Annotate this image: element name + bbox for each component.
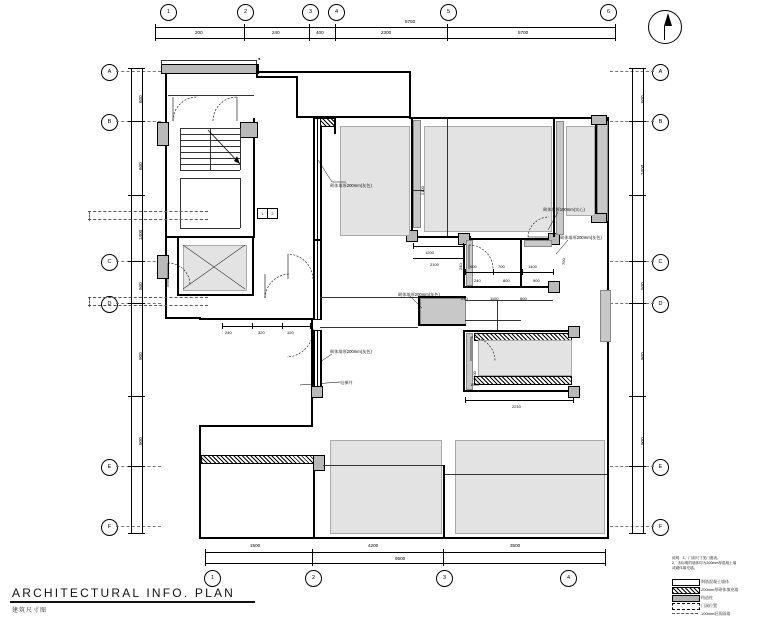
grid-bubble-bottom-2: 2 [305, 570, 322, 587]
legend-row [672, 594, 756, 602]
interior-dim-line-2 [413, 246, 465, 247]
room-fill-lower-left [330, 440, 442, 534]
wall-step-left [165, 317, 201, 319]
legend-label-2: 构造柱 [701, 594, 713, 600]
leader-line-5 [320, 352, 342, 368]
dim-line-top-outer [155, 27, 615, 28]
stair-edge-left [180, 128, 181, 170]
dim-line-left-outer [131, 68, 132, 533]
wall-elev-right [252, 238, 254, 296]
legend-swatch-concrete-wall [672, 579, 700, 586]
interior-dim-4: 1200 [425, 250, 434, 255]
dim-right-3: 500 [640, 282, 645, 290]
aux-grid-2 [88, 219, 208, 220]
wall-exterior-bottom [199, 537, 609, 539]
entry-marker: ● [258, 56, 261, 61]
dim-tick [443, 549, 444, 566]
aux-grid-5 [89, 211, 90, 221]
aux-grid-6 [89, 297, 90, 307]
dim-right-4: 900 [640, 352, 645, 360]
dim-tick [155, 24, 156, 41]
grid-line-bottom-3 [0, 400, 760, 435]
lobby-line [168, 95, 254, 96]
interior-dim-13: 1100 [490, 296, 499, 301]
page-title: ARCHITECTURAL INFO. PLAN [12, 586, 236, 600]
interior-dim-10: 800 [503, 278, 510, 283]
dim-line-right-inner [643, 68, 644, 533]
interior-dim-9: 240 [474, 278, 481, 283]
dim-bottom-total: 9500 [395, 556, 406, 561]
interior-dim-1: 240 [225, 330, 232, 335]
stair-landing-r [240, 178, 241, 228]
dim-tick [244, 24, 245, 41]
legend-row [672, 578, 756, 586]
dim-left-6: 900 [138, 437, 143, 445]
wall-mid-left-b [418, 324, 466, 326]
wall-exterior-step-1 [409, 71, 411, 118]
wall-lower-thin-2 [445, 474, 607, 475]
corridor-line-4 [497, 300, 498, 330]
title-underline [10, 601, 255, 603]
corridor-line-3 [447, 118, 448, 236]
room-fill-upper-1 [340, 126, 410, 236]
note-line-3: 或砌体填充墙。 [672, 566, 698, 571]
grid-bubble-right-e: E [652, 459, 669, 476]
page-title-cn: 建筑尺寸图 [12, 608, 48, 614]
wall-bath-bottom [463, 286, 553, 288]
grid-line-left-f [116, 526, 161, 527]
interior-dim-line-3 [413, 258, 465, 259]
dim-tick [252, 323, 253, 329]
dim-tick [629, 68, 646, 69]
note-line-2: 2、未标明的墙体均为200mm厚混凝土墙 [672, 561, 737, 566]
dim-tick [128, 121, 145, 122]
wall-hatched-lower-left [201, 455, 315, 464]
column-right-1 [591, 115, 607, 125]
dim-tick [629, 396, 646, 397]
north-arrow-icon [648, 10, 682, 44]
dim-tick [128, 261, 145, 262]
door-swing-icon [470, 336, 496, 362]
interior-dim-17: 2100 [472, 371, 477, 380]
section-mark-2: 2 [267, 208, 278, 219]
drawing-notes [672, 556, 758, 572]
dim-line-top-inner [155, 38, 615, 39]
column-bath-3 [548, 281, 560, 293]
annotation-wall-1: 砌体墙厚200mm(灰色) [330, 183, 372, 188]
dim-line-bottom-outer [205, 563, 605, 564]
grid-bubble-left-b: B [101, 114, 118, 131]
column-mid-2 [568, 386, 580, 398]
wall-bath-right [520, 238, 522, 288]
grid-bubble-top-5: 5 [440, 4, 457, 21]
grid-bubble-top-6: 6 [600, 4, 617, 21]
dim-tick [128, 396, 145, 397]
dim-tick [447, 24, 448, 41]
grid-line-bottom-1 [0, 330, 760, 365]
dim-tick [282, 323, 283, 329]
dim-tick [310, 323, 311, 329]
interior-dim-5: 2100 [430, 262, 439, 267]
dim-top-4: 2300 [381, 30, 392, 35]
stair-landing-bottom [180, 228, 240, 229]
grid-bubble-left-f: F [101, 519, 118, 536]
interior-dim-2: 320 [258, 330, 265, 335]
annotation-wall-5: 砌体墙厚200mm(灰色) [330, 349, 372, 354]
entry-edge-l [161, 60, 162, 65]
interior-dim-6: 900 [470, 264, 477, 269]
dim-right-2: 1400 [640, 164, 645, 175]
dim-top-1: 200 [195, 30, 203, 35]
door-swing-icon [167, 262, 191, 292]
dim-tick [629, 261, 646, 262]
interior-dim-16: 2210 [512, 404, 521, 409]
dim-tick [309, 24, 310, 41]
wall-right-grey-2 [600, 290, 611, 342]
elevator-cross-icon [183, 245, 246, 290]
wall-right-inner-grey [597, 121, 608, 221]
grid-bubble-right-d: D [652, 296, 669, 313]
dim-tick [493, 269, 494, 275]
dim-top-2: 240 [272, 30, 280, 35]
interior-dim-20: 700 [561, 258, 566, 265]
grid-bubble-bottom-3: 3 [436, 570, 453, 587]
interior-dim-19: 2100 [420, 186, 425, 195]
grid-bubble-top-3: 3 [302, 4, 319, 21]
dim-tick [463, 243, 464, 249]
grid-bubble-bottom-1: 1 [204, 570, 221, 587]
annotation-wall-3: 砌体墙厚200mm(灰色) [560, 235, 602, 240]
dim-right-1: 600 [640, 95, 645, 103]
interior-dim-15: 1500 [470, 382, 479, 387]
interior-dim-3: 120 [287, 330, 294, 335]
annotation-elevator: 电梯井 [340, 380, 353, 385]
interior-dim-line-5 [465, 400, 573, 401]
dim-tick [335, 24, 336, 41]
dim-left-4: 500 [138, 282, 143, 290]
dim-tick [629, 121, 646, 122]
leader-line-2 [536, 212, 562, 234]
dim-top-3: 400 [316, 30, 324, 35]
dim-tick [629, 466, 646, 467]
aux-grid-1 [88, 211, 208, 212]
annotation-wall-4: 砌体墙厚200mm(灰色) [398, 292, 440, 297]
dim-tick [205, 549, 206, 566]
entry-edge [161, 60, 257, 61]
dim-top-total: 5750 [405, 19, 416, 24]
door-swing-icon [212, 96, 242, 122]
wall-lower-thin [323, 465, 445, 466]
grid-bubble-right-c: C [652, 254, 669, 271]
dim-tick [413, 243, 414, 249]
wall-entry-bottom [256, 76, 298, 78]
interior-dim-7: 700 [498, 264, 505, 269]
legend-swatch-door-opening [672, 603, 700, 610]
annotation-wall-2: 砌体墙厚100mm(实心) [543, 207, 585, 212]
dim-tick [605, 549, 606, 566]
wall-lower-left-part [313, 460, 315, 538]
legend-swatch-light-partition [672, 613, 698, 614]
wall-corridor-stub [334, 118, 336, 134]
wall-mid-room-top [463, 330, 573, 332]
dim-tick [465, 269, 466, 275]
corridor-line-5 [465, 300, 553, 301]
grid-bubble-right-f: F [652, 519, 669, 536]
dim-bottom-1: 1500 [250, 543, 261, 548]
dim-tick [522, 269, 523, 275]
aux-grid-3 [88, 297, 208, 298]
legend-label-3: 门洞位置 [701, 602, 717, 608]
stair-landing-l [180, 178, 181, 228]
interior-dim-11: 900 [533, 278, 540, 283]
wall-step-bottom-left [199, 425, 313, 427]
dim-left-1: 600 [138, 95, 143, 103]
grid-bubble-left-e: E [101, 459, 118, 476]
room-fill-lower-right [455, 440, 605, 534]
grid-line-top-2 [0, 55, 760, 110]
wall-mid-room-bottom [463, 390, 573, 392]
grid-bubble-right-a: A [652, 64, 669, 81]
column-mid-1 [568, 326, 580, 338]
wall-br-partition-grey [413, 120, 421, 228]
legend-swatch-column [672, 595, 700, 602]
room-fill-upper-3 [566, 126, 595, 216]
wall-exterior-left-lower [199, 425, 201, 538]
leader-line-4 [410, 296, 434, 312]
legend-label-4: 100mm轻质隔墙 [701, 610, 731, 616]
wall-hatched-corridor-left-2 [313, 240, 322, 320]
dim-top-5: 5700 [518, 30, 529, 35]
dim-line-left-inner [142, 68, 143, 533]
door-swing-icon [172, 96, 202, 122]
leader-line-1 [318, 160, 348, 186]
interior-dim-12: 240 [461, 296, 468, 301]
interior-dim-line-4 [465, 272, 553, 273]
wall-step-mid [199, 318, 313, 320]
corridor-line-6 [465, 320, 521, 321]
dim-right-5: 900 [640, 437, 645, 445]
grid-bubble-right-b: B [652, 114, 669, 131]
legend-row [672, 586, 756, 594]
interior-dim-8: 1400 [528, 264, 537, 269]
legend-label-1: 200mm厚砌体填充墙 [701, 586, 739, 592]
dim-left-5: 900 [138, 352, 143, 360]
dim-tick [128, 68, 145, 69]
grid-bubble-top-2: 2 [237, 4, 254, 21]
dim-line-bottom-inner [205, 552, 605, 553]
stair-up-arrow-icon [206, 128, 248, 170]
wall-bath-grey-2 [524, 240, 552, 247]
column-lower-1 [313, 455, 325, 471]
legend-row [672, 610, 756, 618]
note-line-1: 说明：1、门洞尺寸见门窗表。 [672, 556, 721, 560]
legend [672, 578, 756, 618]
dim-line-right-outer [632, 68, 633, 533]
dim-bottom-2: 4200 [368, 543, 379, 548]
corridor-line-2 [320, 327, 418, 328]
wall-exterior-top-right [409, 117, 609, 119]
grid-bubble-top-4: 4 [328, 4, 345, 21]
section-mark-1: 1 [257, 208, 268, 219]
dim-bottom-3: 3500 [510, 543, 521, 548]
wall-lower-mid [443, 465, 445, 538]
wall-hatched-mid [474, 376, 572, 385]
dim-tick [615, 24, 616, 41]
dim-left-3: 1400 [138, 229, 143, 240]
interior-dim-14: 600 [520, 296, 527, 301]
dim-tick [222, 323, 223, 329]
legend-label-0: 钢筋混凝土墙体 [701, 578, 729, 584]
dim-tick [312, 549, 313, 566]
stair-landing-top [180, 178, 240, 179]
grid-bubble-left-d: D [101, 296, 118, 313]
dim-tick [465, 397, 466, 403]
door-swing-icon [286, 252, 314, 280]
dim-tick [128, 195, 145, 196]
wall-elev-bottom [177, 294, 254, 296]
dim-tick [128, 466, 145, 467]
entry-slab [161, 64, 259, 74]
wall-mid-room-left [463, 330, 465, 392]
leader-line-3 [552, 240, 578, 258]
legend-row [672, 602, 756, 610]
interior-dim-line-1 [222, 326, 310, 327]
grid-line-left-a [116, 71, 161, 72]
stair-tread [180, 170, 240, 171]
dim-tick [573, 397, 574, 403]
column-stair-1 [157, 122, 169, 146]
dim-tick [629, 533, 646, 534]
dim-tick [629, 195, 646, 196]
dim-left-2: 600 [138, 162, 143, 170]
dim-tick [128, 303, 145, 304]
grid-bubble-bottom-4: 4 [560, 570, 577, 587]
legend-swatch-masonry-200 [672, 587, 700, 594]
grid-bubble-top-1: 1 [160, 4, 177, 21]
dim-tick [553, 269, 554, 275]
dim-tick [629, 303, 646, 304]
grid-bubble-left-a: A [101, 64, 118, 81]
wall-entry-right-2 [296, 76, 298, 118]
dim-tick [128, 533, 145, 534]
aux-grid-4 [88, 305, 208, 306]
grid-line-bottom-2 [0, 365, 760, 400]
interior-dim-18: 240 [458, 263, 463, 270]
column-corridor [311, 386, 323, 398]
grid-bubble-left-c: C [101, 254, 118, 271]
